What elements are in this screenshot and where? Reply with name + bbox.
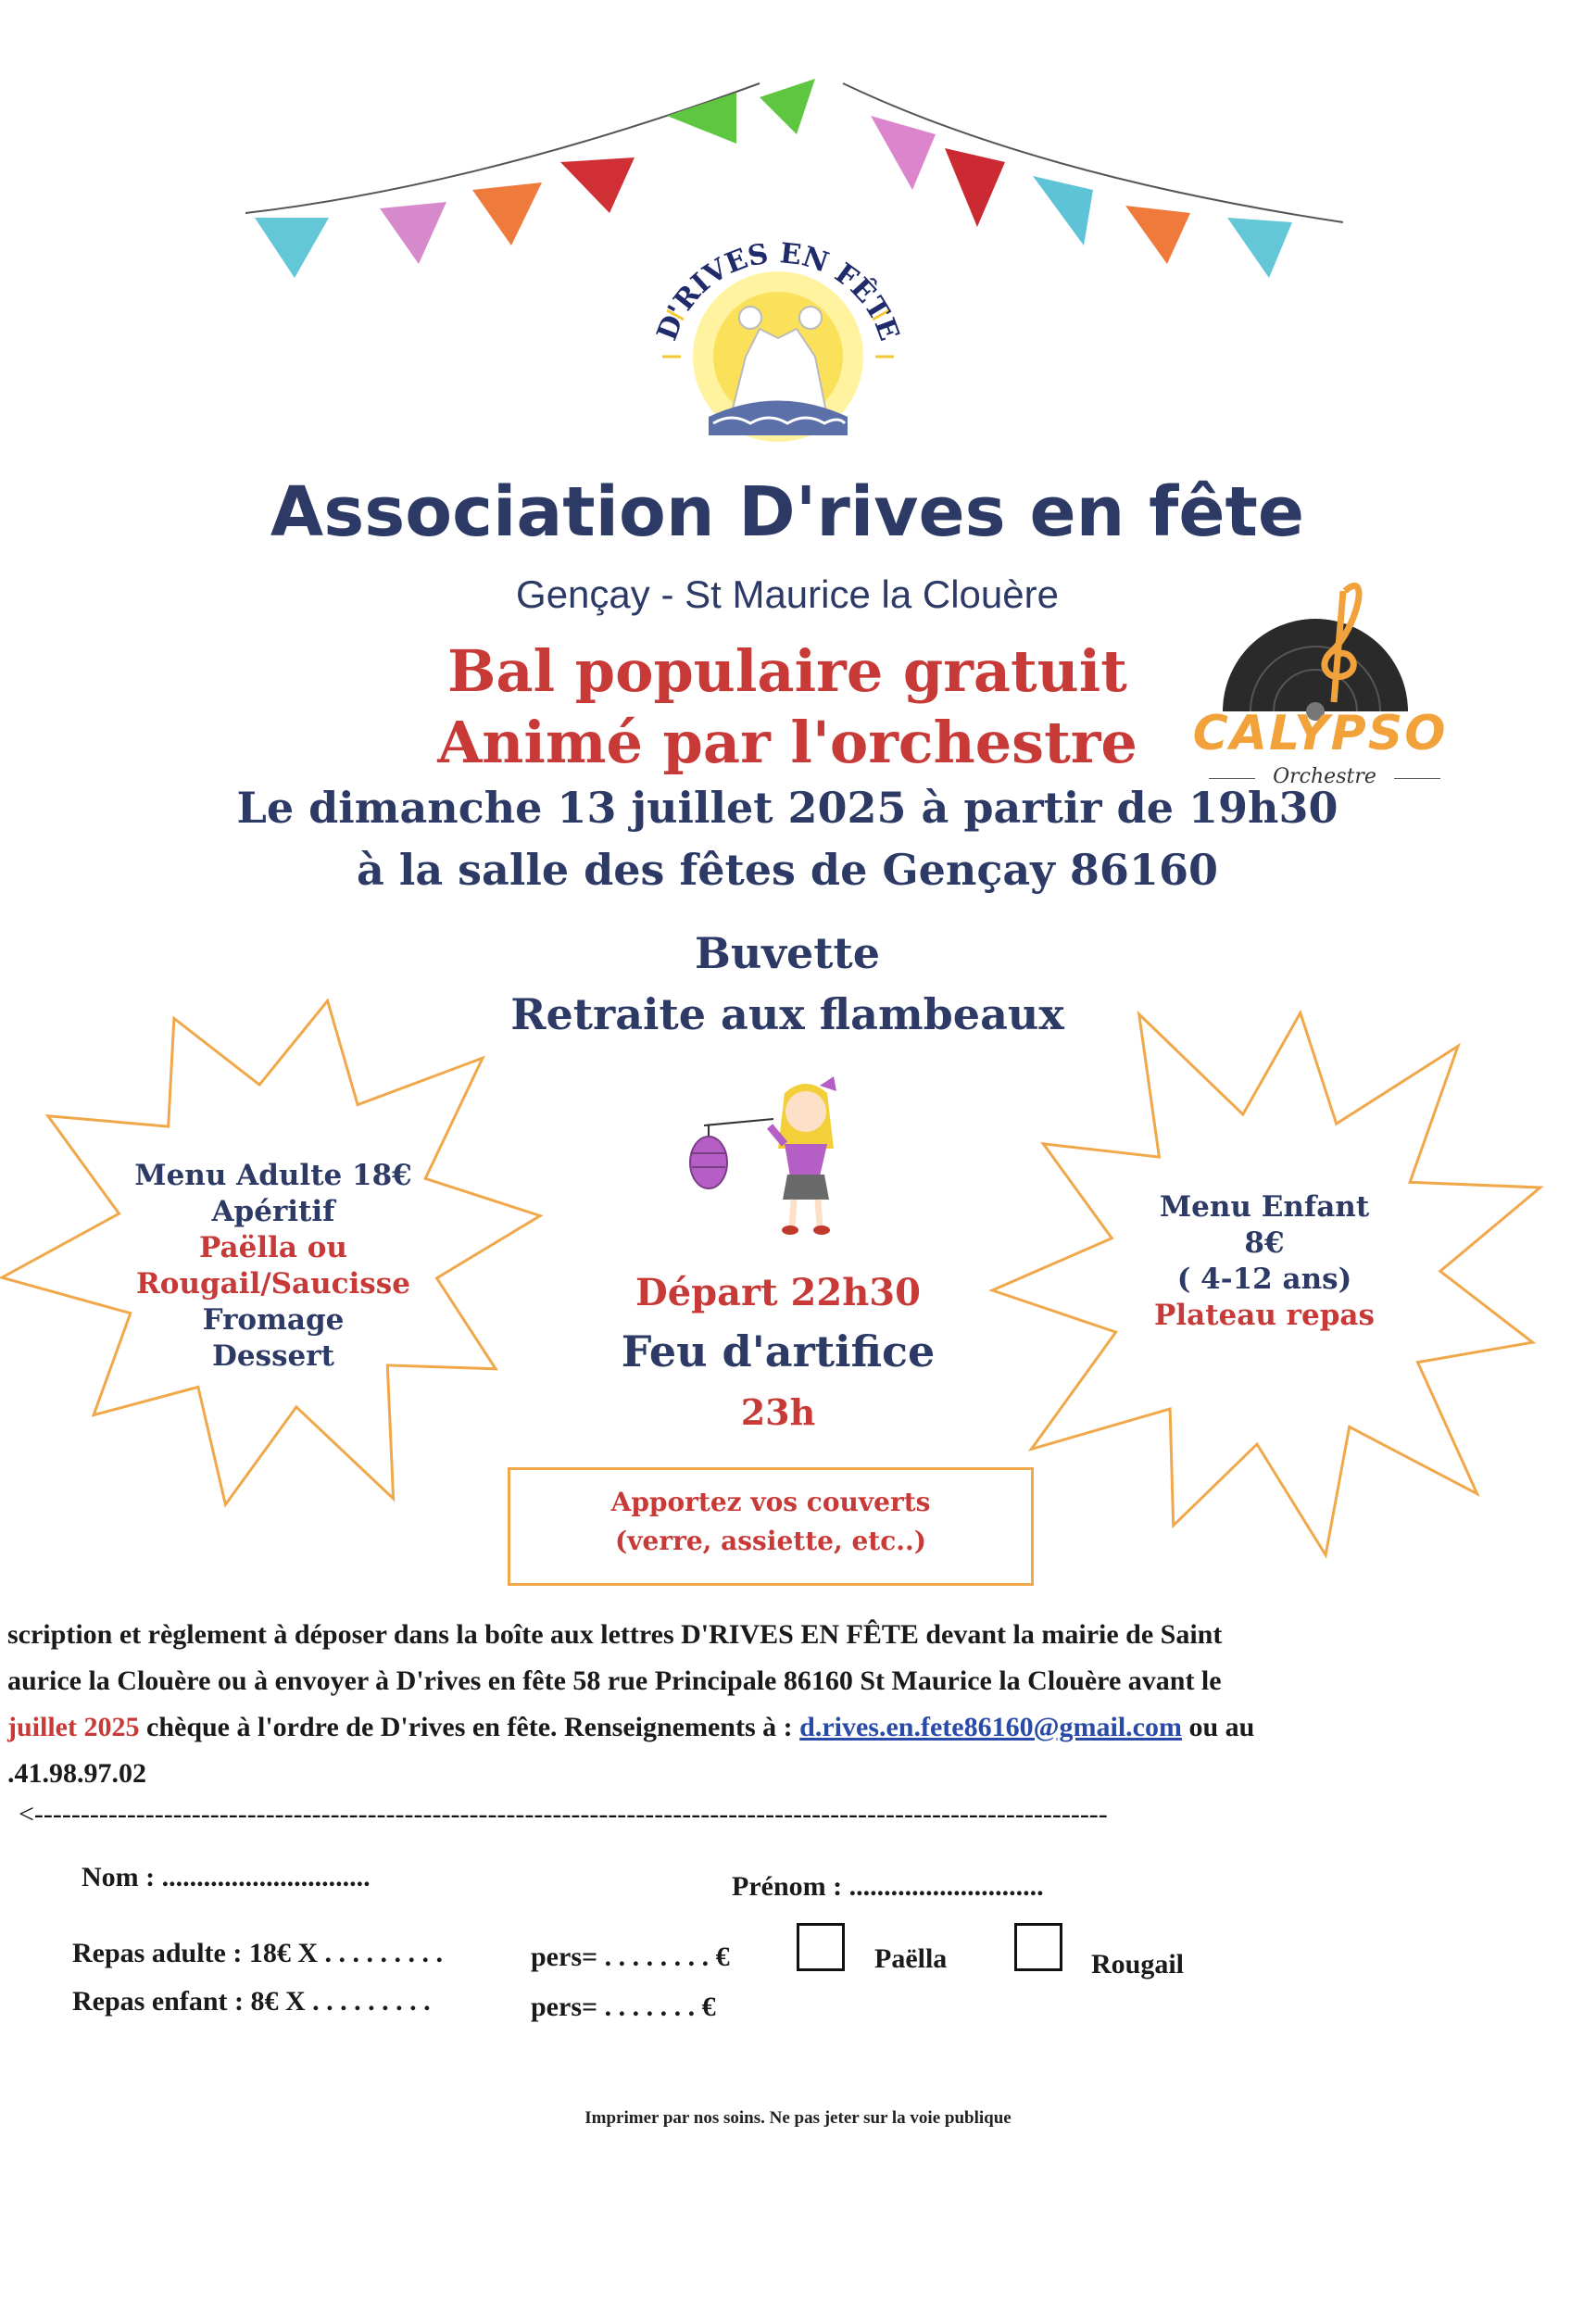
page-subtitle: Gençay - St Maurice la Clouère bbox=[516, 572, 1059, 616]
registration-info bbox=[7, 1612, 1582, 1797]
retraite-label: Retraite aux flambeaux bbox=[510, 989, 1064, 1039]
bunting-flag bbox=[667, 93, 736, 144]
event-orchestra-line: Animé par l'orchestre bbox=[437, 709, 1137, 776]
footer-note: Imprimer par nos soins. Ne pas jeter sur la voie publique bbox=[584, 2108, 1012, 2128]
info-line3 bbox=[7, 1704, 1582, 1751]
bunting-flag bbox=[472, 182, 542, 245]
page-title: Association D'rives en fête bbox=[270, 472, 1305, 552]
event-date: Le dimanche 13 juillet 2025 à partir de 19h30 bbox=[236, 783, 1338, 833]
notice-line1: Apportez vos couverts bbox=[610, 1487, 931, 1517]
girl-lantern-illustration bbox=[681, 1075, 857, 1241]
prenom-field[interactable]: Prénom : ............................ bbox=[732, 1871, 1044, 1902]
adult-meal-line[interactable]: Repas adulte : 18€ X . . . . . . . . . bbox=[72, 1938, 444, 1968]
rougail-checkbox[interactable] bbox=[1014, 1923, 1062, 1971]
bunting-flag bbox=[1227, 218, 1292, 278]
bunting-flag bbox=[1033, 176, 1093, 245]
bunting-flag bbox=[380, 202, 446, 264]
adult-pers-field[interactable]: pers= . . . . . . . . € bbox=[531, 1942, 730, 1972]
adult-menu-aperitif: Apéritif bbox=[211, 1195, 335, 1228]
bunting-flag bbox=[760, 79, 815, 134]
bunting-flag bbox=[255, 218, 329, 278]
adult-menu bbox=[88, 1158, 459, 1375]
info-line2: aurice la Clouère ou à envoyer à D'rives en fête 58 rue Principale 86160 St Maurice la Clouère avant le bbox=[7, 1665, 1222, 1696]
bunting-flag bbox=[560, 157, 635, 213]
association-logo bbox=[630, 218, 926, 449]
logo-arc-text: D'RIVES EN FÊTE bbox=[650, 237, 906, 346]
adult-menu-title: Menu Adulte 18€ bbox=[134, 1159, 412, 1192]
orchestra-label: Orchestre bbox=[1246, 765, 1403, 788]
adult-menu-dessert: Dessert bbox=[212, 1339, 334, 1373]
rougail-option-label: Rougail bbox=[1091, 1949, 1185, 1980]
bunting-flag bbox=[945, 148, 1005, 227]
child-menu-title: Menu Enfant bbox=[1159, 1190, 1370, 1224]
cut-line: <-------------------------------------------------------------------------------------------------------------------- bbox=[19, 1799, 1108, 1829]
paella-checkbox[interactable] bbox=[797, 1923, 845, 1971]
event-place: à la salle des fêtes de Gençay 86160 bbox=[357, 845, 1218, 895]
info-line1: scription et règlement à déposer dans la boîte aux lettres D'RIVES EN FÊTE devant la mairie de Saint bbox=[7, 1619, 1223, 1650]
bunting-flag bbox=[871, 116, 936, 190]
vinyl-record-icon bbox=[1213, 572, 1417, 711]
child-meal-line[interactable]: Repas enfant : 8€ X . . . . . . . . . bbox=[72, 1986, 431, 2017]
info-line3-end: ou au bbox=[1181, 1712, 1255, 1742]
child-menu-ages: ( 4-12 ans) bbox=[1176, 1263, 1352, 1296]
depart-time: Départ 22h30 bbox=[635, 1271, 921, 1314]
event-title: Bal populaire gratuit bbox=[447, 637, 1127, 705]
adult-menu-main1: Paëlla ou bbox=[199, 1231, 347, 1264]
buvette-label: Buvette bbox=[694, 928, 881, 978]
adult-menu-main2: Rougail/Saucisse bbox=[136, 1267, 410, 1301]
orchestra-name: CALYPSO bbox=[1192, 706, 1448, 761]
fireworks-label: Feu d'artifice bbox=[621, 1326, 936, 1376]
info-phone: .41.98.97.02 bbox=[7, 1758, 146, 1789]
info-deadline: juillet 2025 bbox=[7, 1712, 140, 1742]
paella-option-label: Paëlla bbox=[874, 1943, 948, 1974]
child-menu-price: 8€ bbox=[1244, 1226, 1285, 1260]
fireworks-time: 23h bbox=[740, 1391, 816, 1433]
bring-cutlery-notice bbox=[508, 1467, 1034, 1586]
adult-menu-cheese: Fromage bbox=[202, 1303, 345, 1337]
contact-email-link[interactable]: d.rives.en.fete86160@gmail.com bbox=[799, 1712, 1182, 1742]
child-pers-field[interactable]: pers= . . . . . . . € bbox=[531, 1992, 716, 2022]
child-menu bbox=[1102, 1189, 1426, 1334]
child-menu-dish: Plateau repas bbox=[1154, 1299, 1375, 1332]
bunting-flag bbox=[1125, 206, 1190, 264]
notice-line2: (verre, assiette, etc..) bbox=[615, 1526, 926, 1556]
info-line3-text: chèque à l'ordre de D'rives en fête. Renseignements à : bbox=[139, 1712, 800, 1742]
nom-field[interactable]: Nom : .............................. bbox=[82, 1862, 371, 1892]
